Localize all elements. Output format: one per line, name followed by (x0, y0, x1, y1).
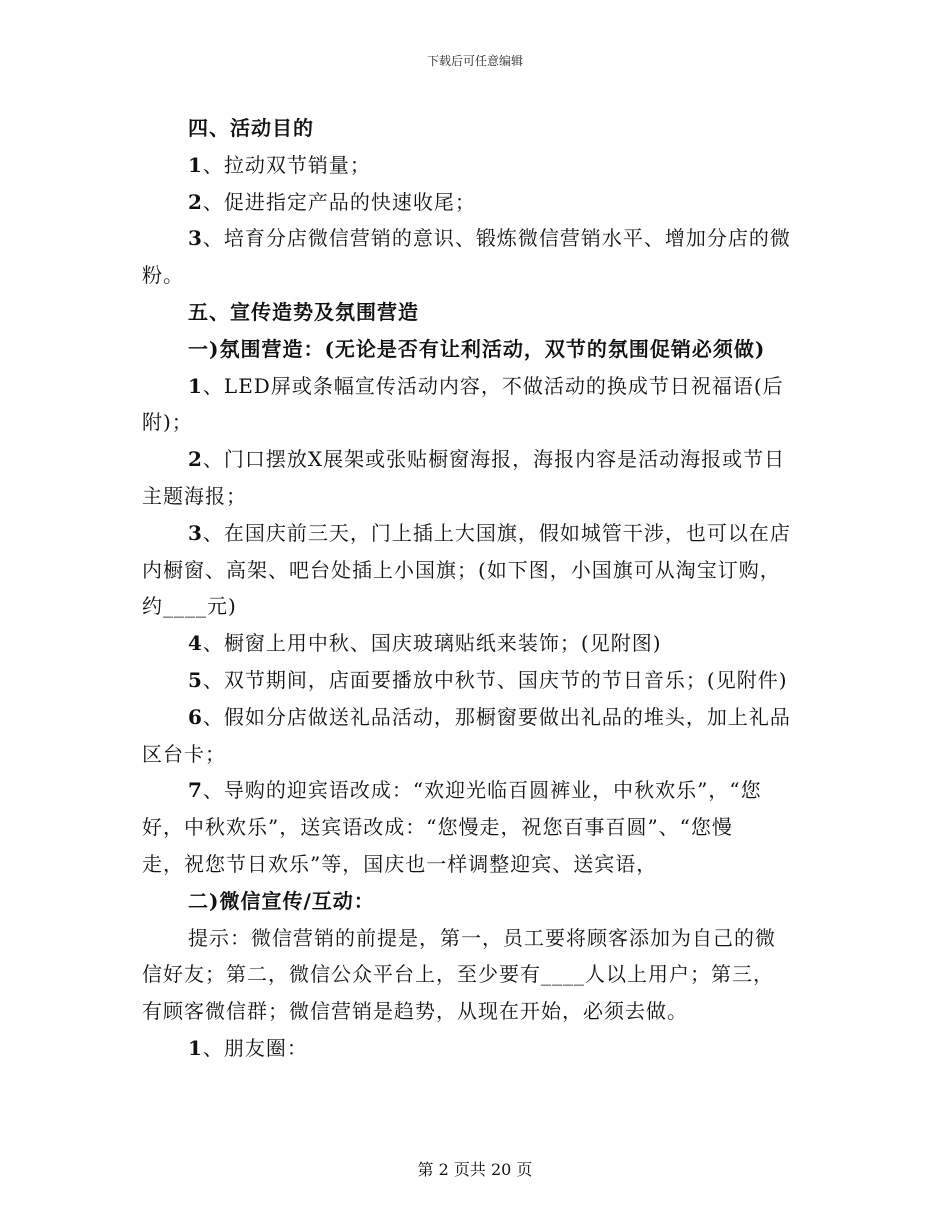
text-line (142, 662, 810, 699)
line-text: 约____元) (142, 594, 237, 619)
line-text: 主题海报； (142, 483, 247, 508)
page-header: 下载后可任意编辑 (426, 54, 523, 68)
text-line (142, 368, 810, 405)
text-line (142, 809, 810, 846)
line-text: 、朋友圈： (202, 1035, 308, 1060)
text-line (142, 478, 810, 515)
text-line (142, 257, 810, 294)
text-line (142, 588, 810, 625)
line-text: 信好友；第二，微信公众平台上，至少要有____人以上用户；第三， (142, 962, 774, 987)
line-text: 粉。 (142, 263, 184, 288)
text-line (142, 625, 810, 662)
section-heading (142, 331, 810, 368)
text-line (142, 772, 810, 809)
line-text: 四、活动目的 (188, 116, 314, 140)
line-text: 五、宣传造势及氛围营造 (188, 299, 419, 324)
text-line (142, 404, 810, 441)
line-text: 、拉动双节销量； (202, 152, 371, 177)
line-text: 内橱窗、高架、吧台处插上小国旗；(如下图，小国旗可从淘宝订购， (142, 557, 781, 582)
item-number: 2 (188, 189, 203, 214)
line-text: 二)微信宣传/互动： (188, 888, 375, 913)
item-number: 1 (188, 373, 203, 398)
line-text: 、在国庆前三天，门上插上大国旗，假如城管干涉，也可以在店 (202, 520, 791, 545)
line-text: 区台卡； (142, 741, 226, 766)
document-body (142, 110, 810, 1067)
line-text: 一)氛围营造：(无论是否有让利活动，双节的氛围促销必须做) (188, 336, 766, 361)
text-line (142, 993, 810, 1030)
text-line (142, 1030, 810, 1067)
item-number: 2 (188, 447, 203, 472)
text-line (142, 846, 810, 883)
item-number: 7 (188, 778, 203, 803)
section-heading (142, 294, 810, 331)
item-number: 3 (188, 226, 203, 251)
page-footer: 第 2 页共 20 页 (417, 1160, 533, 1179)
item-number: 6 (188, 704, 203, 729)
item-number: 3 (188, 520, 203, 545)
text-line (142, 736, 810, 773)
line-text: 附)； (142, 410, 193, 435)
text-line (142, 184, 810, 221)
item-number: 1 (188, 152, 203, 177)
line-text: 走，祝您节日欢乐”等，国庆也一样调整迎宾、送宾语， (142, 851, 658, 876)
line-text: 、LED屏或条幅宣传活动内容，不做活动的换成节日祝福语(后 (202, 373, 784, 398)
text-line (142, 920, 810, 957)
text-line (142, 552, 810, 589)
text-line (142, 956, 810, 993)
text-line (142, 515, 810, 552)
line-text: 、橱窗上用中秋、国庆玻璃贴纸来装饰；(见附图) (202, 631, 662, 656)
line-text: 提示：微信营销的前提是，第一，员工要将顾客添加为自己的微 (188, 925, 776, 950)
line-text: 有顾客微信群；微信营销是趋势，从现在开始，必须去做。 (142, 999, 688, 1024)
text-line (142, 147, 810, 184)
section-heading (142, 110, 810, 147)
item-number: 5 (188, 667, 203, 692)
line-text: 、假如分店做送礼品活动，那橱窗要做出礼品的堆头，加上礼品 (202, 704, 791, 729)
line-text: 、导购的迎宾语改成：“欢迎光临百圆裤业，中秋欢乐”，“您 (202, 778, 762, 803)
text-line (142, 699, 810, 736)
text-line (142, 220, 810, 257)
line-text: 、培育分店微信营销的意识、锻炼微信营销水平、增加分店的微 (202, 226, 791, 251)
line-text: 好，中秋欢乐”，送宾语改成：“您慢走，祝您百事百圆”、“您慢 (142, 815, 733, 840)
text-line (142, 441, 810, 478)
item-number: 4 (188, 631, 203, 656)
line-text: 、双节期间，店面要播放中秋节、国庆节的节日音乐；(见附件) (202, 667, 788, 692)
line-text: 、门口摆放X展架或张贴橱窗海报，海报内容是活动海报或节日 (202, 447, 786, 472)
item-number: 1 (188, 1035, 203, 1060)
line-text: 、促进指定产品的快速收尾； (202, 189, 476, 214)
section-heading (142, 883, 810, 920)
